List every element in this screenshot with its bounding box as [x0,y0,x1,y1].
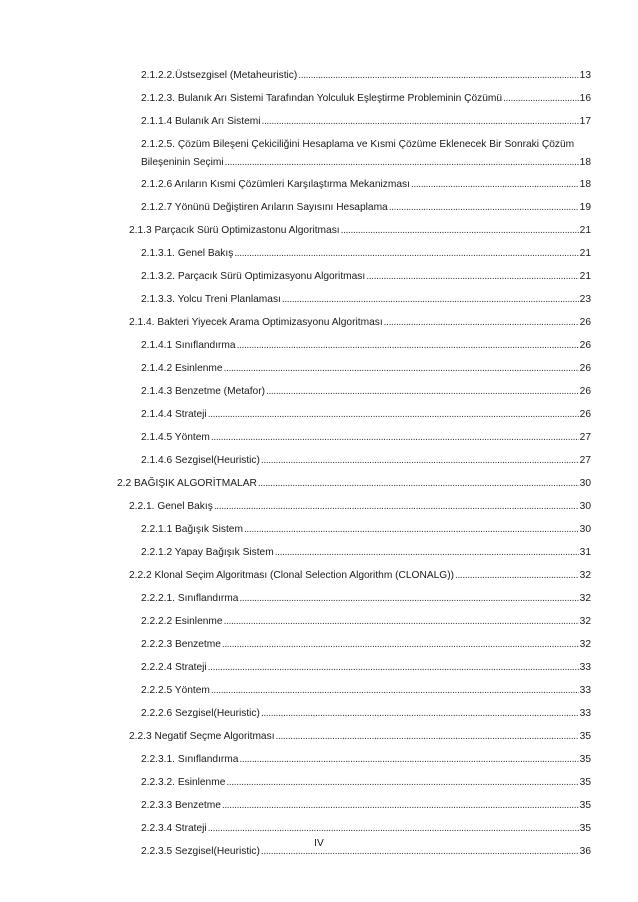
toc-dot-leader [239,592,578,606]
toc-dot-leader [208,408,579,422]
toc-dot-leader [208,822,579,836]
toc-entry[interactable] [141,822,591,836]
toc-entry[interactable] [117,477,591,491]
toc-entry-page: 35 [579,754,591,765]
page-number-footer: IV [314,838,324,849]
toc-entry-title: 2.2.2.4 Strateji [141,662,207,673]
toc-entry-title: 2.1.2.7 Yönünü Değiştiren Arıların Sayısını Hesaplama [141,202,388,213]
toc-dot-leader [225,156,579,170]
toc-entry[interactable] [141,661,591,675]
toc-entry-page: 27 [579,455,591,466]
toc-entry-page: 26 [579,386,591,397]
toc-entry-page: 35 [579,823,591,834]
toc-entry[interactable] [141,592,591,606]
toc-entry-title: 2.2.3.5 Sezgisel(Heuristic) [141,846,260,857]
toc-entry[interactable] [141,707,591,721]
toc-entry-title: 2.2.2.2 Esinlenme [141,616,223,627]
toc-dot-leader [226,776,578,790]
toc-entry-title: 2.1.4.4 Strateji [141,409,207,420]
toc-entry-title: 2.2.3.2. Esinlenme [141,777,226,788]
toc-entry-page: 21 [579,248,591,259]
toc-entry-page: 32 [579,593,591,604]
toc-entry-title: 2.1.2.6 Arıların Kısmi Çözümleri Karşılaştırma Mekanizması [141,179,410,190]
toc-dot-leader [208,661,579,675]
toc-entry-page: 35 [579,731,591,742]
toc-entry-page: 17 [579,116,591,127]
toc-entry-title: 2.2.2.5 Yöntem [141,685,210,696]
toc-entry-title: 2.2.2.3 Benzetme [141,639,221,650]
toc-entry[interactable] [129,569,591,583]
toc-entry-page: 26 [579,340,591,351]
toc-entry-page: 32 [579,616,591,627]
toc-entry[interactable] [141,638,591,652]
toc-entry-page: 27 [579,432,591,443]
toc-entry-title: 2.2.3.1. Sınıflandırma [141,754,239,765]
toc-entry-title: 2.1.4. Bakteri Yiyecek Arama Optimizasyonu Algoritması [129,317,383,328]
toc-entry[interactable] [141,138,591,170]
toc-entry-page: 32 [579,570,591,581]
toc-entry-page: 30 [579,478,591,489]
toc-entry-title: 2.2.3.3 Benzetme [141,800,221,811]
toc-entry-page: 33 [579,708,591,719]
toc-dot-leader [261,454,579,468]
toc-dot-leader [266,385,579,399]
toc-entry-title: 2.2.1.2 Yapay Bağışık Sistem [141,547,274,558]
toc-entry-title: 2.1.3.1. Genel Bakış [141,248,234,259]
toc-dot-leader [224,362,579,376]
toc-entry-title: 2.2.1.1 Bağışık Sistem [141,524,243,535]
toc-entry-title: 2.2.2.1. Sınıflandırma [141,593,239,604]
toc-entry[interactable] [141,201,591,215]
toc-entry-title: 2.1.4.6 Sezgisel(Heuristic) [141,455,260,466]
toc-entry[interactable] [129,730,591,744]
toc-entry-title: 2.1.3.3. Yolcu Treni Planlaması [141,294,281,305]
toc-entry-page: 18 [579,157,591,168]
toc-entry-page: 19 [579,202,591,213]
toc-dot-leader [244,523,579,537]
toc-entry-page: 23 [579,294,591,305]
toc-dot-leader [298,69,578,83]
toc-entry[interactable] [141,753,591,767]
toc-entry-page: 33 [579,685,591,696]
toc-entry-title: 2.2.3 Negatif Seçme Algoritması [129,731,275,742]
toc-entry-page: 21 [579,271,591,282]
toc-entry-page: 33 [579,662,591,673]
toc-entry-title: 2.2.1. Genel Bakış [129,501,213,512]
toc-entry-title: 2.1.4.3 Benzetme (Metafor) [141,386,266,397]
toc-entry-title: 2.1.4.1 Sınıflandırma [141,340,236,351]
toc-dot-leader [384,316,579,330]
toc-dot-leader [222,799,579,813]
toc-entry-title: Bileşeninin Seçimi [141,157,224,168]
toc-entry[interactable] [141,546,591,560]
toc-entry[interactable] [141,115,591,129]
toc-dot-leader [261,707,579,721]
toc-entry[interactable] [141,293,591,307]
toc-entry[interactable] [141,799,591,813]
toc-dot-leader [222,638,579,652]
toc-entry-page: 35 [579,800,591,811]
toc-dot-leader [366,270,578,284]
toc-dot-leader [211,684,579,698]
toc-dot-leader [276,730,579,744]
toc-entry[interactable] [141,385,591,399]
toc-dot-leader [239,753,578,767]
toc-entry-title: 2.1.2.3. Bulanık Arı Sistemi Tarafından Yolculuk Eşleştirme Probleminin Çözümü [141,93,503,104]
toc-entry-page: 13 [579,70,591,81]
toc-entry-title-line1: 2.1.2.5. Çözüm Bileşeni Çekiciliğini Hesaplama ve Kısmi Çözüme Eklenecek Bir Sonraki Çözüm [141,139,575,150]
toc-entry[interactable] [141,247,591,261]
toc-entry-page: 30 [579,524,591,535]
toc-dot-leader [237,339,579,353]
toc-dot-leader [224,615,579,629]
toc-dot-leader [211,431,579,445]
toc-entry-title: 2.2 BAĞIŞIK ALGORİTMALAR [117,478,257,489]
toc-entry-title: 2.1.4.2 Esinlenme [141,363,223,374]
toc-entry-title: 2.1.4.5 Yöntem [141,432,210,443]
toc-entry[interactable] [141,178,591,192]
toc-dot-leader [341,224,579,238]
toc-entry[interactable] [141,454,591,468]
toc-entry-page: 16 [579,93,591,104]
toc-entry[interactable] [141,362,591,376]
toc-entry[interactable] [141,339,591,353]
toc-entry[interactable] [141,684,591,698]
toc-entry-page: 26 [579,363,591,374]
toc-entry[interactable] [141,92,591,106]
toc-entry[interactable] [141,270,591,284]
toc-entry[interactable] [129,316,591,330]
toc-dot-leader [411,178,579,192]
toc-entry-page: 30 [579,501,591,512]
toc-entry-page: 31 [579,547,591,558]
toc-entry-title: 2.2.2.6 Sezgisel(Heuristic) [141,708,260,719]
toc-dot-leader [455,569,579,583]
toc-entry[interactable] [141,69,591,83]
toc-entry[interactable] [141,523,591,537]
toc-entry-page: 35 [579,777,591,788]
toc-entry[interactable] [141,408,591,422]
toc-entry-page: 26 [579,317,591,328]
toc-entry[interactable] [129,500,591,514]
toc-entry-title: 2.2.2 Klonal Seçim Algoritması (Clonal Selection Algorithm (CLONALG)) [129,570,454,581]
toc-dot-leader [275,546,579,560]
toc-entry-title: 2.1.2.2.Üstsezgisel (Metaheuristic) [141,70,298,81]
toc-entry-page: 32 [579,639,591,650]
toc-entry[interactable] [129,224,591,238]
toc-entry-title: 2.1.1.4 Bulanık Arı Sistemi [141,116,261,127]
toc-entry-page: 21 [579,225,591,236]
toc-entry-page: 36 [579,846,591,857]
toc-entry-title: 2.1.3 Parçacık Sürü Optimizastonu Algoritması [129,225,340,236]
toc-entry[interactable] [141,776,591,790]
toc-dot-leader [261,115,578,129]
toc-entry[interactable] [141,615,591,629]
toc-entry-page: 26 [579,409,591,420]
toc-dot-leader [282,293,579,307]
toc-dot-leader [503,92,579,106]
toc-dot-leader [258,477,579,491]
toc-entry-title: 2.2.3.4 Strateji [141,823,207,834]
toc-dot-leader [234,247,578,261]
toc-dot-leader [214,500,579,514]
toc-dot-leader [389,201,579,215]
toc-entry-title: 2.1.3.2. Parçacık Sürü Optimizasyonu Algoritması [141,271,366,282]
toc-entry[interactable] [141,431,591,445]
toc-entry-page: 18 [579,179,591,190]
